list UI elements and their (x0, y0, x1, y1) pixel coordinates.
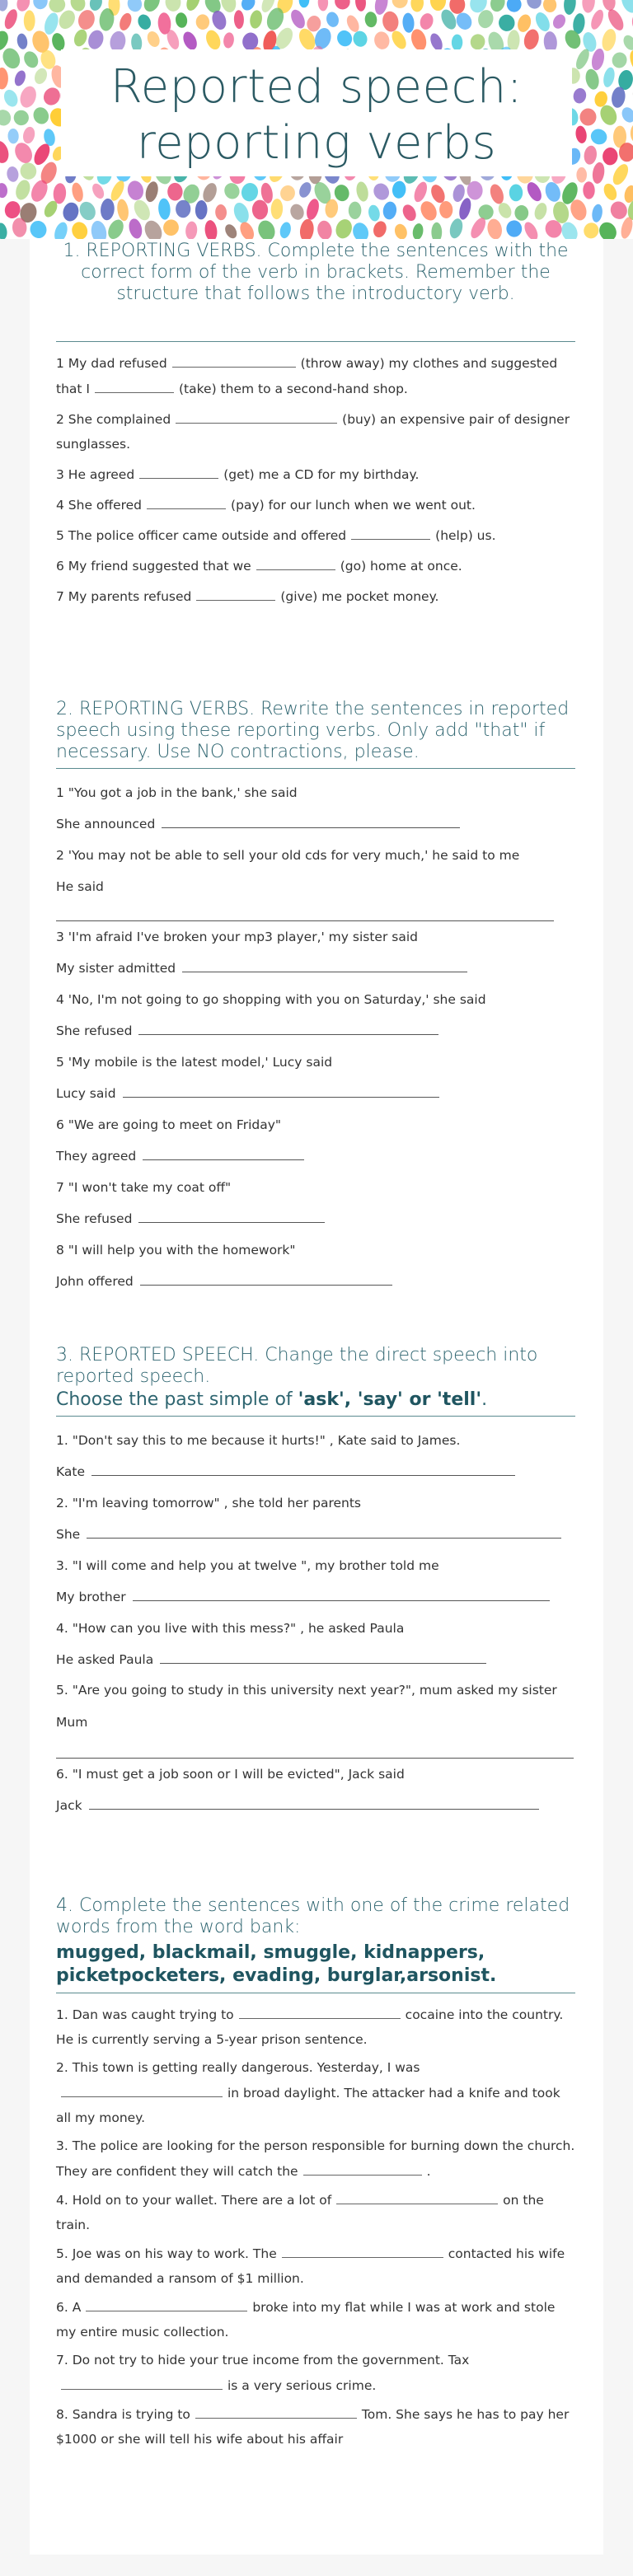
s4-blank-1[interactable] (239, 2002, 401, 2019)
section-2-title: 2. REPORTING VERBS. Rewrite the sentences in reported speech using these reporting verbs. Only add "that" if necessary. Use NO contractions, please. (56, 699, 570, 762)
s2-answer-line-8[interactable] (140, 1267, 392, 1286)
s3-question-3: 3. "I will come and help you at twelve ", my brother told me (56, 1558, 439, 1573)
s2-question-2: 2 'You may not be able to sell your old cds for very much,' he said to me (56, 848, 520, 863)
word-bank: mugged, blackmail, smuggle, kidnappers, picketpocketers, evading, burglar,arsonist. (56, 1942, 497, 1986)
s3-answer-line-1[interactable] (91, 1457, 515, 1476)
s4-item-2: 2. This town is getting really dangerous. Yesterday, I wasin broad daylight. The attacker had a knife and took all my money. (56, 2060, 560, 2125)
s2-answer-5: Lucy said (56, 1078, 575, 1109)
page-title-line-2: reporting verbs (136, 116, 497, 170)
watercolor-dot (509, 185, 523, 202)
section-2 (56, 699, 575, 1297)
watercolor-dot (576, 167, 587, 183)
s3-answer-1: Kate (56, 1456, 575, 1487)
s1-blank-3[interactable] (139, 461, 218, 479)
s1-item-3: 3 He agreed (get) me a CD for my birthday. (56, 461, 575, 487)
s1-item-6: 6 My friend suggested that we (go) home at once. (56, 553, 575, 578)
section-3-divider (56, 1416, 575, 1417)
s3-answer-2: She (56, 1519, 575, 1550)
page-title-line-1: Reported speech: (110, 60, 523, 114)
s1-blank-1b[interactable] (95, 376, 174, 393)
s3-question-4: 4. "How can you live with this mess?" , he asked Paula (56, 1621, 405, 1636)
s4-blank-4[interactable] (336, 2187, 498, 2204)
s3-answer-line-4[interactable] (160, 1645, 486, 1664)
section-3-title: 3. REPORTED SPEECH. Change the direct speech into reported speech. (56, 1345, 538, 1387)
s3-question-1: 1. "Don't say this to me because it hurts!" , Kate said to James. (56, 1433, 461, 1448)
s4-blank-6[interactable] (86, 2294, 247, 2311)
s4-item-7: 7. Do not try to hide your true income from the government. Taxis a very serious crime. (56, 2353, 470, 2393)
s1-item-7: 7 My parents refused (give) me pocket money. (56, 583, 575, 609)
s1-blank-7[interactable] (196, 583, 275, 601)
s1-item-2: 2 She complained (buy) an expensive pair of designer sunglasses. (56, 406, 575, 457)
section-1-title: 1. REPORTING VERBS. Complete the sentences with the correct form of the verb in brackets. Remember the structure that follows the introductory verb. (63, 241, 569, 304)
s1-blank-6[interactable] (256, 553, 335, 570)
s3-answer-3: My brother (56, 1581, 575, 1613)
s2-question-7: 7 "I won't take my coat off" (56, 1180, 232, 1195)
s1-blank-2[interactable] (176, 406, 337, 424)
header-banner (0, 0, 633, 239)
s2-answer-line-1[interactable] (162, 809, 460, 828)
watercolor-dot (514, 205, 528, 221)
s3-answer-line-2[interactable] (87, 1520, 561, 1539)
section-3 (56, 1345, 575, 1821)
section-3-subtitle: Choose the past simple of 'ask', 'say' or 'tell'. (56, 1389, 488, 1410)
s4-item-3: 3. The police are looking for the person responsible for burning down the church. They are confident they will catch the . (56, 2138, 575, 2179)
s4-blank-5[interactable] (282, 2241, 443, 2258)
s4-item-1: 1. Dan was caught trying to cocaine into the country. He is currently serving a 5-year prison sentence. (56, 2002, 575, 2052)
s2-answer-1: She announced (56, 808, 575, 840)
s4-item-8: 8. Sandra is trying to Tom. She says he has to pay her $1000 or she will tell his wife about his affair (56, 2401, 575, 2452)
s4-blank-7[interactable] (61, 2372, 223, 2390)
s4-blank-8[interactable] (195, 2401, 357, 2419)
s4-item-5: 5. Joe was on his way to work. The contacted his wife and demanded a ransom of $1 million. (56, 2241, 575, 2291)
s2-answer-6: They agreed (56, 1140, 575, 1172)
section-2-divider (56, 768, 575, 769)
s4-item-4: 4. Hold on to your wallet. There are a lot of on the train. (56, 2187, 575, 2237)
s2-answer-line-4[interactable] (138, 1016, 438, 1035)
s1-blank-4[interactable] (147, 492, 226, 509)
s3-answer-line-3[interactable] (133, 1582, 550, 1601)
watercolor-dot (24, 10, 35, 30)
s3-answer-6: Jack (56, 1790, 575, 1821)
s3-question-5: 5. "Are you going to study in this university next year?", mum asked my sister (56, 1683, 557, 1698)
s2-question-3: 3 'I'm afraid I've broken your mp3 player,' my sister said (56, 930, 418, 944)
section-1 (56, 239, 575, 609)
worksheet-page (30, 239, 603, 2555)
s1-blank-1a[interactable] (172, 350, 296, 368)
s3-answer-5: Mum (56, 1715, 88, 1730)
s2-answer-3: My sister admitted (56, 953, 575, 984)
section-1-divider (56, 341, 575, 342)
s2-question-1: 1 "You got a job in the bank,' she said (56, 785, 298, 800)
s2-answer-line-5[interactable] (123, 1079, 439, 1098)
s2-question-4: 4 'No, I'm not going to go shopping with you on Saturday,' she said (56, 992, 486, 1007)
s1-item-4: 4 She offered (pay) for our lunch when we went out. (56, 492, 575, 518)
s4-item-6: 6. A broke into my flat while I was at work and stole my entire music collection. (56, 2294, 575, 2344)
s2-answer-2: He said (56, 879, 104, 894)
section-4 (56, 1895, 575, 2452)
s3-answer-4: He asked Paula (56, 1644, 575, 1675)
s2-question-6: 6 "We are going to meet on Friday" (56, 1117, 282, 1132)
s2-question-8: 8 "I will help you with the homework" (56, 1243, 296, 1258)
s1-blank-5[interactable] (351, 522, 430, 540)
s1-item-5: 5 The police officer came outside and offered (help) us. (56, 522, 575, 548)
title-box (63, 51, 570, 175)
s2-answer-line-3[interactable] (182, 953, 467, 972)
s2-answer-7: She refused (56, 1203, 575, 1234)
section-4-title: 4. Complete the sentences with one of the crime related words from the word bank: (56, 1895, 570, 1937)
s3-answer-line-6[interactable] (89, 1791, 539, 1810)
s2-question-5: 5 'My mobile is the latest model,' Lucy said (56, 1055, 333, 1070)
s3-question-2: 2. "I'm leaving tomorrow" , she told her parents (56, 1496, 361, 1510)
s4-blank-2[interactable] (61, 2080, 223, 2097)
s3-question-6: 6. "I must get a job soon or I will be evicted", Jack said (56, 1767, 405, 1782)
s2-answer-line-6[interactable] (143, 1141, 304, 1160)
s2-answer-line-7[interactable] (138, 1204, 325, 1223)
s1-item-1: 1 My dad refused (throw away) my clothes and suggested that I (take) them to a second-hand shop. (56, 350, 575, 401)
s2-answer-8: John offered (56, 1266, 575, 1297)
s2-answer-4: She refused (56, 1015, 575, 1047)
s4-blank-3[interactable] (303, 2158, 422, 2176)
